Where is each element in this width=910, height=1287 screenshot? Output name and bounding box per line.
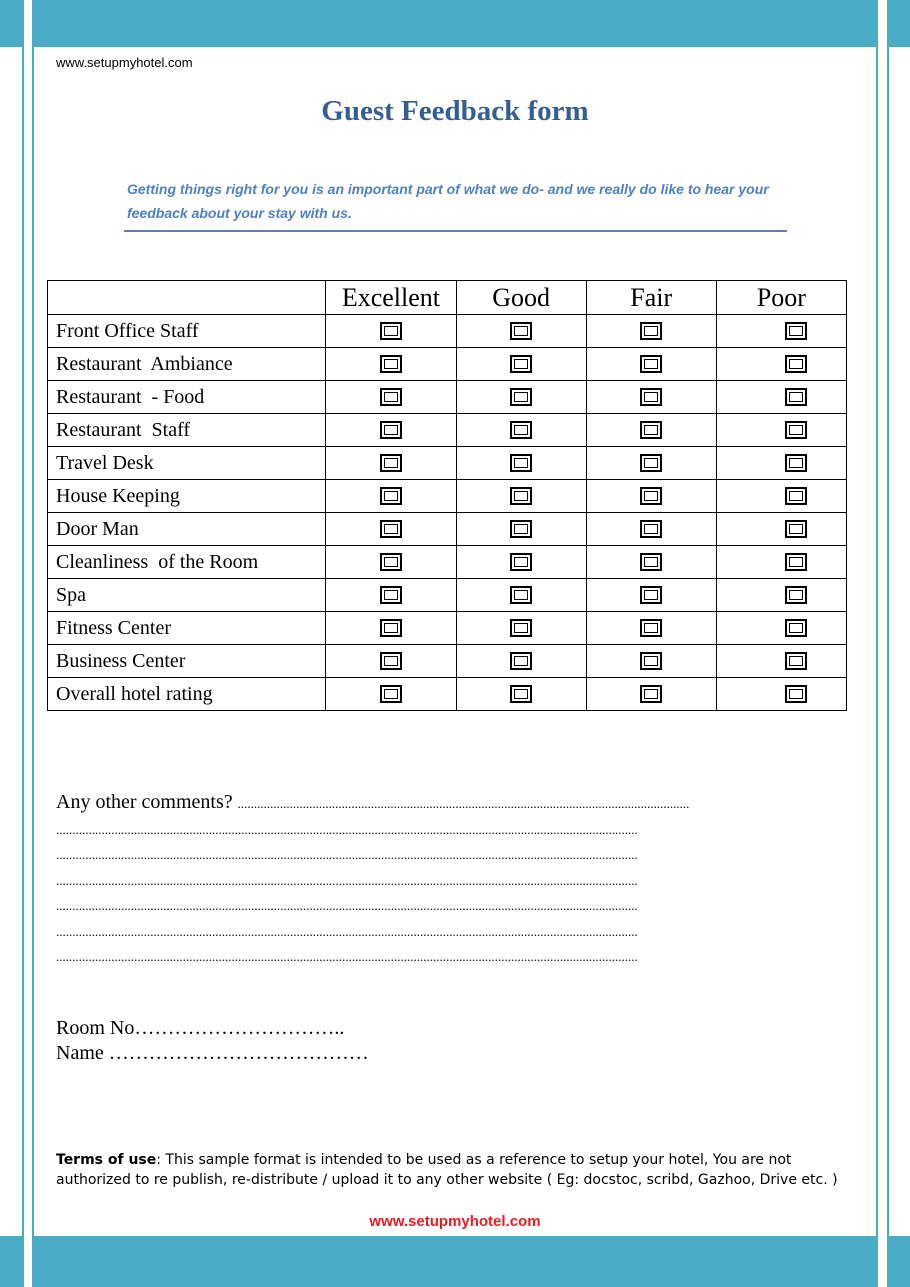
rating-cell xyxy=(716,348,846,381)
right-border-line xyxy=(887,0,889,1287)
checkbox-excellent[interactable] xyxy=(380,454,402,472)
rating-cell xyxy=(586,513,716,546)
rating-cell xyxy=(456,348,586,381)
checkbox-poor[interactable] xyxy=(785,355,807,373)
room-number-field[interactable]: Room No………………………….. xyxy=(56,1017,345,1039)
checkbox-poor[interactable] xyxy=(785,421,807,439)
rating-cell xyxy=(456,513,586,546)
rating-row xyxy=(48,348,847,381)
rating-row-label: House Keeping xyxy=(48,480,326,513)
rating-cell xyxy=(586,414,716,447)
rating-cell xyxy=(456,612,586,645)
column-excellent: Excellent xyxy=(326,281,456,315)
rating-row xyxy=(48,480,847,513)
checkbox-excellent[interactable] xyxy=(380,487,402,505)
checkbox-excellent[interactable] xyxy=(380,619,402,637)
column-good: Good xyxy=(456,281,586,315)
rating-cell xyxy=(586,381,716,414)
rating-cell xyxy=(326,315,456,348)
comments-line[interactable]: ................................................................................................................................................................................... xyxy=(56,949,638,964)
rating-cell xyxy=(716,546,846,579)
blank-header-cell xyxy=(48,281,326,315)
rating-cell xyxy=(456,546,586,579)
checkbox-excellent[interactable] xyxy=(380,652,402,670)
rating-row xyxy=(48,579,847,612)
checkbox-fair[interactable] xyxy=(640,619,662,637)
rating-row-label: Spa xyxy=(48,579,326,612)
comments-first-line[interactable] xyxy=(56,790,821,817)
comments-section xyxy=(56,790,821,970)
rating-cell xyxy=(456,645,586,678)
rating-cell xyxy=(326,414,456,447)
rating-cell xyxy=(326,447,456,480)
top-band xyxy=(34,0,878,47)
rating-cell xyxy=(456,480,586,513)
column-poor: Poor xyxy=(716,281,846,315)
rating-cell xyxy=(586,612,716,645)
rating-cell xyxy=(326,480,456,513)
checkbox-poor[interactable] xyxy=(785,553,807,571)
rating-cell xyxy=(326,579,456,612)
left-border-line xyxy=(22,0,24,1287)
terms-heading: Terms of use xyxy=(56,1152,157,1168)
rating-cell xyxy=(716,381,846,414)
comments-label: Any other comments? xyxy=(56,791,238,813)
checkbox-good[interactable] xyxy=(510,685,532,703)
rating-cell xyxy=(716,678,846,711)
checkbox-good[interactable] xyxy=(510,553,532,571)
guest-name-field[interactable]: Name ………………………………… xyxy=(56,1042,369,1064)
checkbox-poor[interactable] xyxy=(785,322,807,340)
rating-row-label: Front Office Staff xyxy=(48,315,326,348)
checkbox-good[interactable] xyxy=(510,421,532,439)
rating-cell xyxy=(326,546,456,579)
column-fair: Fair xyxy=(586,281,716,315)
rating-row xyxy=(48,513,847,546)
checkbox-fair[interactable] xyxy=(640,652,662,670)
checkbox-poor[interactable] xyxy=(785,586,807,604)
rating-cell xyxy=(456,315,586,348)
rating-row-label: Business Center xyxy=(48,645,326,678)
checkbox-good[interactable] xyxy=(510,520,532,538)
rating-row-label: Restaurant - Food xyxy=(48,381,326,414)
rating-cell xyxy=(716,579,846,612)
checkbox-fair[interactable] xyxy=(640,487,662,505)
rating-cell xyxy=(716,447,846,480)
rating-cell xyxy=(716,645,846,678)
rating-cell xyxy=(456,414,586,447)
bottom-band xyxy=(34,1236,878,1287)
checkbox-excellent[interactable] xyxy=(380,355,402,373)
guest-info xyxy=(56,1016,369,1066)
rating-cell xyxy=(586,315,716,348)
rating-cell xyxy=(716,612,846,645)
rating-row xyxy=(48,381,847,414)
comments-line[interactable]: ................................................................................................................................................................................... xyxy=(56,821,638,837)
rating-row xyxy=(48,678,847,711)
checkbox-fair[interactable] xyxy=(640,586,662,604)
rating-cell xyxy=(716,480,846,513)
rating-cell xyxy=(326,645,456,678)
checkbox-fair[interactable] xyxy=(640,553,662,571)
checkbox-excellent[interactable] xyxy=(380,520,402,538)
rating-cell xyxy=(456,447,586,480)
bottom-left-stub xyxy=(0,1236,22,1287)
rating-cell xyxy=(326,678,456,711)
rating-row xyxy=(48,612,847,645)
rating-cell xyxy=(586,480,716,513)
rating-header-row xyxy=(48,281,847,315)
bottom-right-stub xyxy=(889,1236,910,1287)
checkbox-fair[interactable] xyxy=(640,388,662,406)
checkbox-good[interactable] xyxy=(510,652,532,670)
rating-row-label: Travel Desk xyxy=(48,447,326,480)
rating-table xyxy=(47,280,847,711)
rating-cell xyxy=(716,315,846,348)
comments-line[interactable]: ................................................................................................................................................................................... xyxy=(56,898,638,913)
rating-cell xyxy=(586,546,716,579)
checkbox-poor[interactable] xyxy=(785,388,807,406)
checkbox-excellent[interactable] xyxy=(380,553,402,571)
rating-cell xyxy=(456,579,586,612)
checkbox-excellent[interactable] xyxy=(380,685,402,703)
checkbox-excellent[interactable] xyxy=(380,421,402,439)
checkbox-fair[interactable] xyxy=(640,355,662,373)
rating-cell xyxy=(586,579,716,612)
rating-cell xyxy=(456,381,586,414)
top-left-stub xyxy=(0,0,22,47)
rating-row-label: Restaurant Ambiance xyxy=(48,348,326,381)
checkbox-good[interactable] xyxy=(510,388,532,406)
comments-line[interactable]: ................................................................................................................................................................................... xyxy=(56,872,638,888)
checkbox-fair[interactable] xyxy=(640,421,662,439)
checkbox-poor[interactable] xyxy=(785,454,807,472)
rating-cell xyxy=(716,513,846,546)
rating-cell xyxy=(716,414,846,447)
rating-cell xyxy=(586,678,716,711)
rating-cell xyxy=(586,645,716,678)
terms-of-use xyxy=(56,1150,856,1190)
rating-row-label: Restaurant Staff xyxy=(48,414,326,447)
checkbox-poor[interactable] xyxy=(785,520,807,538)
rating-cell xyxy=(326,513,456,546)
rating-cell xyxy=(326,381,456,414)
form-title: Guest Feedback form xyxy=(321,95,589,127)
checkbox-excellent[interactable] xyxy=(380,586,402,604)
checkbox-fair[interactable] xyxy=(640,454,662,472)
rating-row xyxy=(48,645,847,678)
checkbox-fair[interactable] xyxy=(640,520,662,538)
rating-row xyxy=(48,414,847,447)
checkbox-fair[interactable] xyxy=(640,685,662,703)
rating-cell xyxy=(586,348,716,381)
checkbox-good[interactable] xyxy=(510,355,532,373)
rating-cell xyxy=(456,678,586,711)
rating-row xyxy=(48,315,847,348)
checkbox-good[interactable] xyxy=(510,586,532,604)
comments-dots: ........................................................................................................................................... xyxy=(237,796,690,811)
checkbox-good[interactable] xyxy=(510,487,532,505)
checkbox-good[interactable] xyxy=(510,454,532,472)
top-right-stub xyxy=(889,0,910,47)
right-inner-border-line xyxy=(876,0,878,1287)
terms-text: : This sample format is intended to be used as a reference to setup your hotel, You are not authorized to re publish, re-distribute / upload it to any other website ( Eg: docstoc, scribd, Gazhoo, Drive etc. ) xyxy=(56,1152,838,1188)
rating-row-label: Door Man xyxy=(48,513,326,546)
rating-row xyxy=(48,447,847,480)
checkbox-good[interactable] xyxy=(510,322,532,340)
intro-divider xyxy=(124,230,787,232)
checkbox-poor[interactable] xyxy=(785,652,807,670)
rating-cell xyxy=(326,612,456,645)
rating-cell xyxy=(586,447,716,480)
footer-site-url: www.setupmyhotel.com xyxy=(369,1213,541,1230)
rating-row-label: Overall hotel rating xyxy=(48,678,326,711)
form-intro: Getting things right for you is an important part of what we do- and we really do like to hear your feedback about your stay with us. xyxy=(127,181,769,221)
rating-row-label: Fitness Center xyxy=(48,612,326,645)
comments-line[interactable]: ................................................................................................................................................................................... xyxy=(56,847,638,862)
header-site-url: www.setupmyhotel.com xyxy=(56,55,193,70)
checkbox-poor[interactable] xyxy=(785,619,807,637)
checkbox-good[interactable] xyxy=(510,619,532,637)
left-inner-border-line xyxy=(32,0,34,1287)
checkbox-poor[interactable] xyxy=(785,487,807,505)
rating-row xyxy=(48,546,847,579)
comments-line[interactable]: ................................................................................................................................................................................... xyxy=(56,923,638,939)
checkbox-excellent[interactable] xyxy=(380,388,402,406)
checkbox-poor[interactable] xyxy=(785,685,807,703)
rating-cell xyxy=(326,348,456,381)
checkbox-fair[interactable] xyxy=(640,322,662,340)
checkbox-excellent[interactable] xyxy=(380,322,402,340)
rating-row-label: Cleanliness of the Room xyxy=(48,546,326,579)
